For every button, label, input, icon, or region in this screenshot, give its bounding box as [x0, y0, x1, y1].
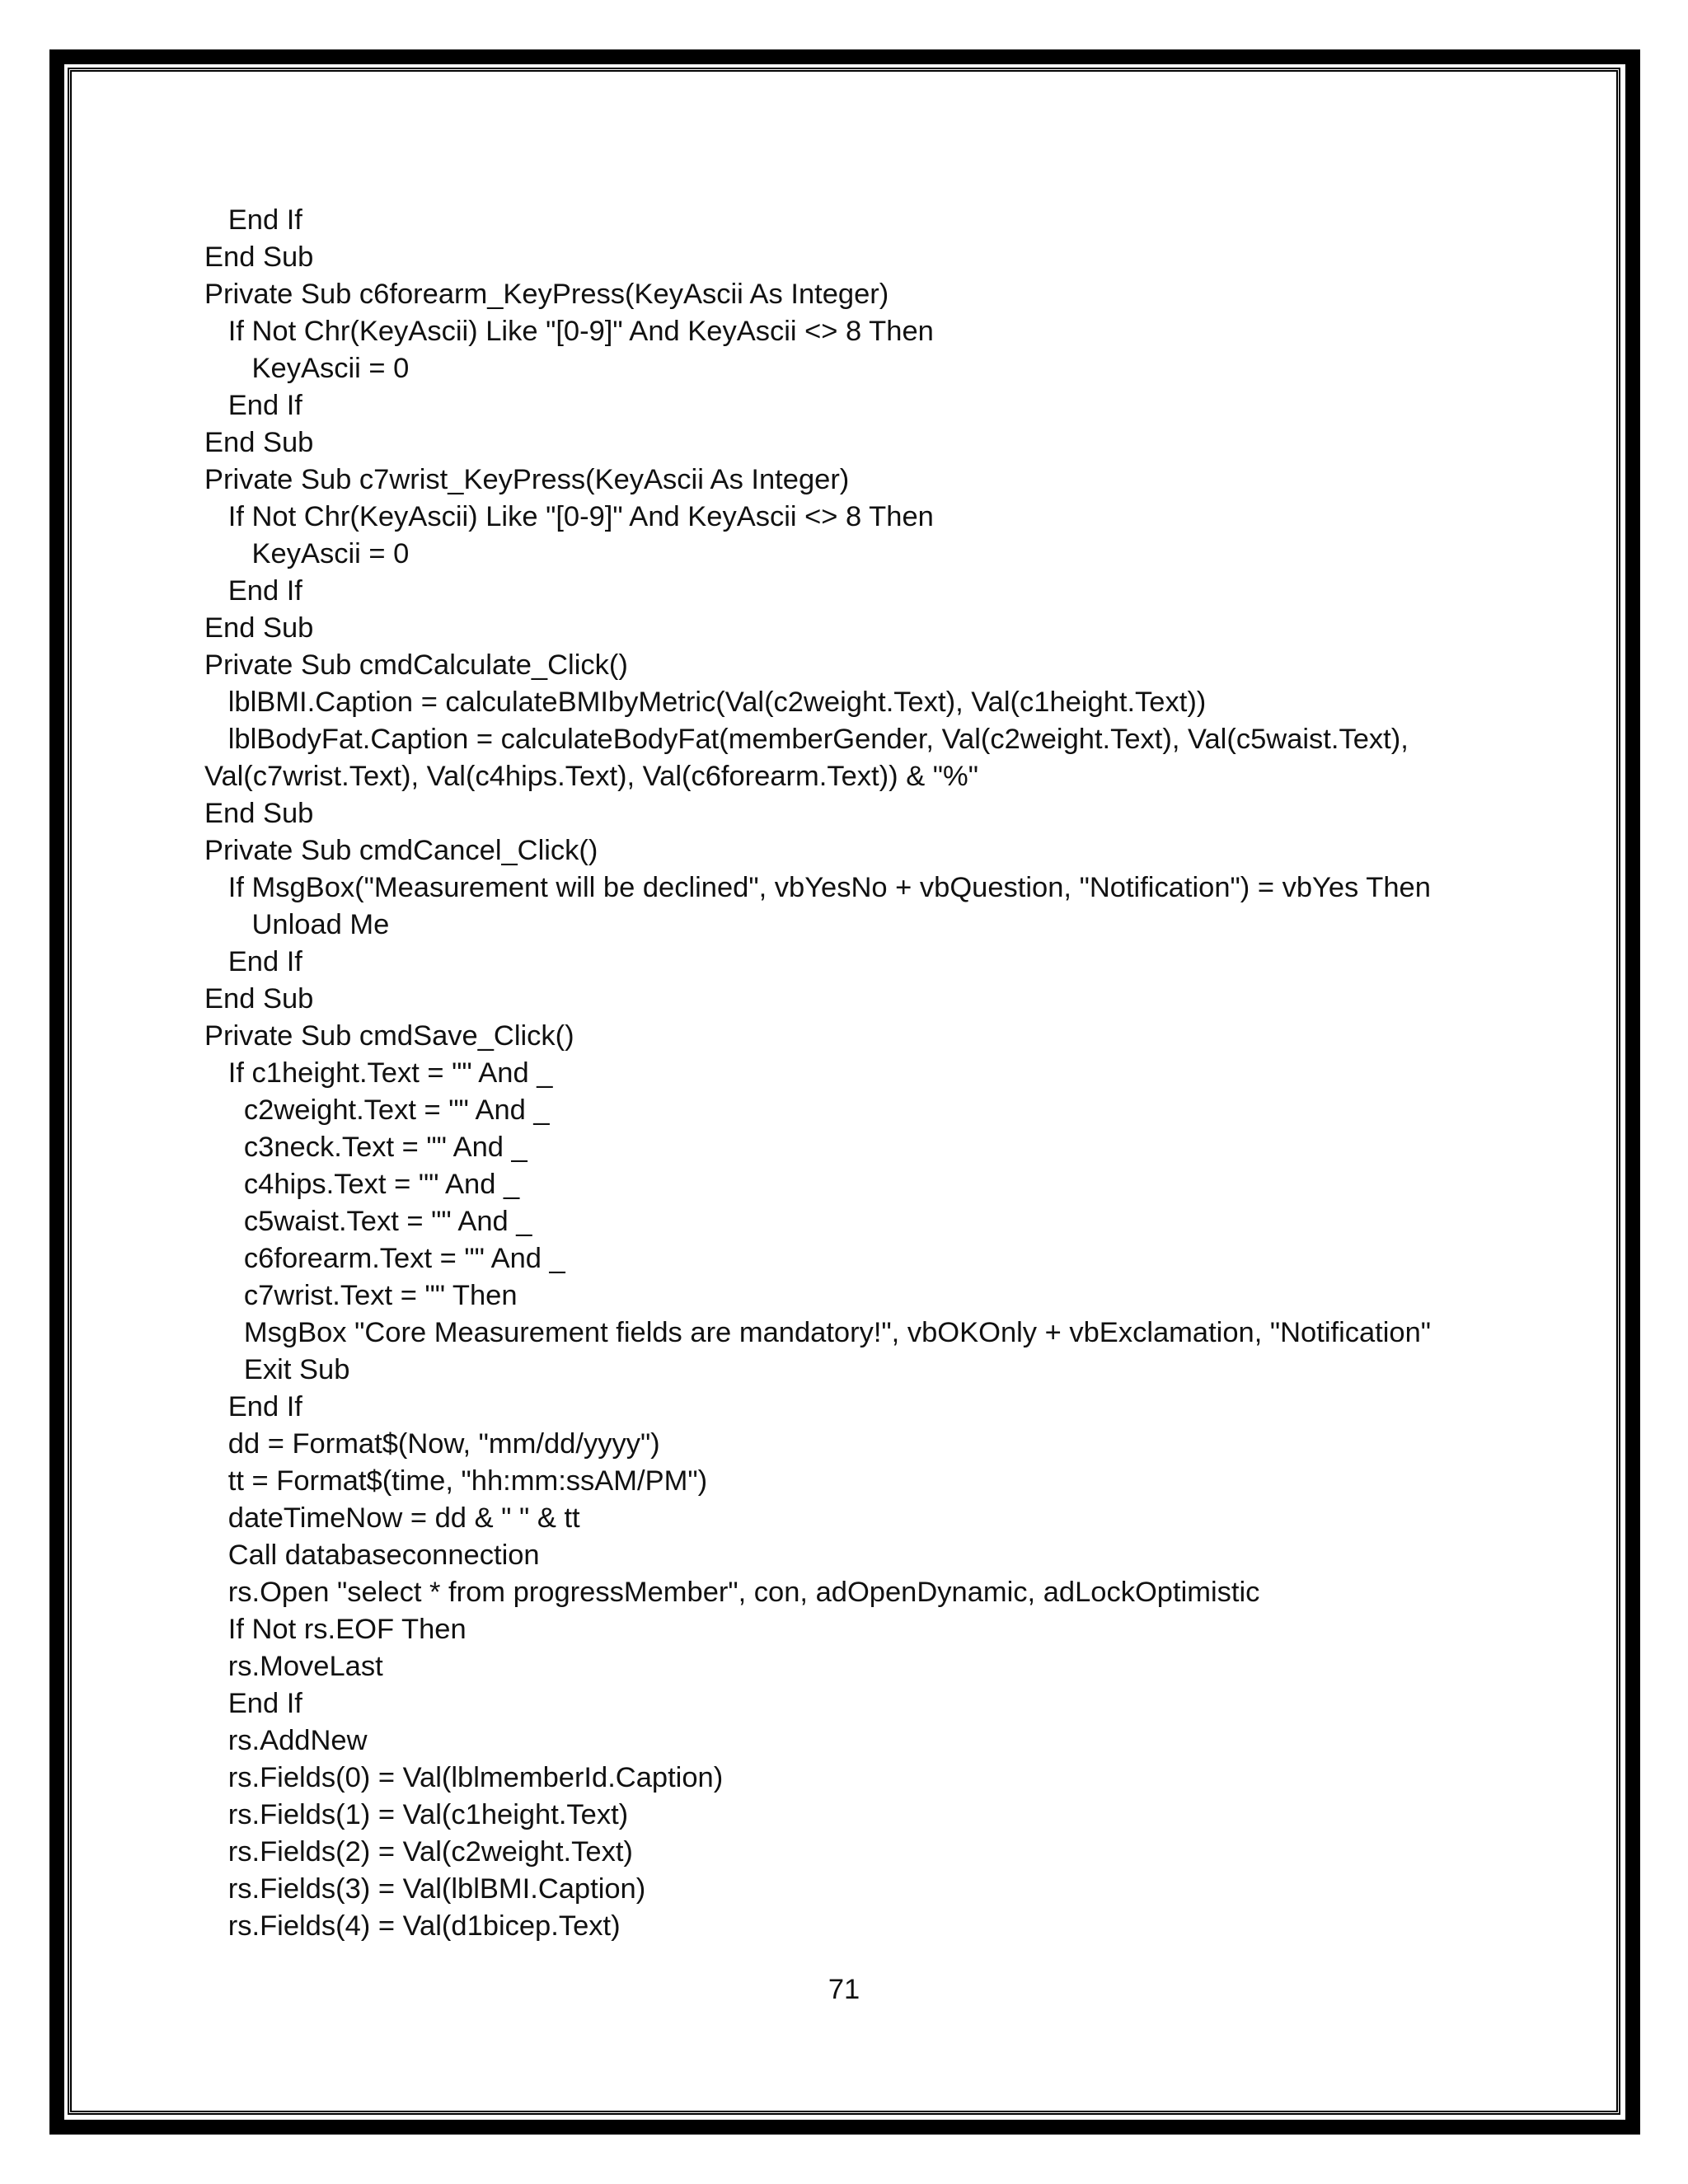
code-line: End If — [204, 1391, 302, 1422]
code-line: If c1height.Text = "" And _ — [204, 1057, 553, 1089]
code-line: c2weight.Text = "" And _ — [204, 1094, 550, 1126]
code-line: Call databaseconnection — [204, 1540, 540, 1571]
code-line: End If — [204, 204, 302, 236]
code-line: MsgBox "Core Measurement fields are mandatory!", vbOKOnly + vbExclamation, "Notification" — [204, 1317, 1432, 1348]
page-number: 71 — [828, 1974, 860, 2005]
code-line: End If — [204, 946, 302, 977]
code-line: End Sub — [204, 612, 314, 644]
code-line: End If — [204, 390, 302, 421]
code-line: KeyAscii = 0 — [204, 538, 410, 569]
code-line: End Sub — [204, 798, 314, 829]
code-line: c3neck.Text = "" And _ — [204, 1132, 528, 1163]
code-line: Private Sub c6forearm_KeyPress(KeyAscii As Integer) — [204, 279, 889, 310]
code-line: c5waist.Text = "" And _ — [204, 1206, 532, 1237]
code-line: rs.AddNew — [204, 1725, 368, 1756]
code-line: dd = Format$(Now, "mm/dd/yyyy") — [204, 1428, 660, 1460]
code-line: Val(c7wrist.Text), Val(c4hips.Text), Val(c6forearm.Text)) & "%" — [204, 761, 978, 792]
code-line: End Sub — [204, 427, 314, 458]
code-line: rs.MoveLast — [204, 1651, 383, 1682]
code-line: Private Sub c7wrist_KeyPress(KeyAscii As Integer) — [204, 464, 850, 495]
code-line: lblBodyFat.Caption = calculateBodyFat(memberGender, Val(c2weight.Text), Val(c5waist.Text), — [204, 724, 1409, 755]
code-line: rs.Fields(3) = Val(lblBMI.Caption) — [204, 1873, 646, 1905]
code-line: tt = Format$(time, "hh:mm:ssAM/PM") — [204, 1465, 708, 1497]
code-line: rs.Fields(0) = Val(lblmemberId.Caption) — [204, 1762, 724, 1793]
code-line: If Not rs.EOF Then — [204, 1614, 467, 1645]
code-line: lblBMI.Caption = calculateBMIbyMetric(Val(c2weight.Text), Val(c1height.Text)) — [204, 687, 1207, 718]
code-line: c6forearm.Text = "" And _ — [204, 1243, 565, 1274]
code-line: End Sub — [204, 241, 314, 273]
code-line: c4hips.Text = "" And _ — [204, 1169, 520, 1200]
code-line: rs.Fields(4) = Val(d1bicep.Text) — [204, 1910, 621, 1942]
code-line: Private Sub cmdSave_Click() — [204, 1020, 574, 1052]
code-line: If Not Chr(KeyAscii) Like "[0-9]" And KeyAscii <> 8 Then — [204, 316, 934, 347]
code-line: Unload Me — [204, 909, 390, 940]
code-line: c7wrist.Text = "" Then — [204, 1280, 518, 1311]
code-line: Private Sub cmdCancel_Click() — [204, 835, 598, 866]
code-listing — [204, 202, 1457, 1945]
code-line: End If — [204, 575, 302, 607]
code-line: If MsgBox("Measurement will be declined", vbYesNo + vbQuestion, "Notification") = vbYes Then — [204, 872, 1431, 903]
code-line: rs.Fields(1) = Val(c1height.Text) — [204, 1799, 629, 1830]
code-line: If Not Chr(KeyAscii) Like "[0-9]" And KeyAscii <> 8 Then — [204, 501, 934, 532]
code-line: rs.Fields(2) = Val(c2weight.Text) — [204, 1836, 633, 1868]
code-line: Private Sub cmdCalculate_Click() — [204, 649, 628, 681]
code-line: End If — [204, 1688, 302, 1719]
code-line: Exit Sub — [204, 1354, 350, 1385]
code-line: dateTimeNow = dd & " " & tt — [204, 1502, 580, 1534]
code-line: rs.Open "select * from progressMember", con, adOpenDynamic, adLockOptimistic — [204, 1577, 1260, 1608]
code-line: KeyAscii = 0 — [204, 353, 410, 384]
code-line: End Sub — [204, 983, 314, 1015]
